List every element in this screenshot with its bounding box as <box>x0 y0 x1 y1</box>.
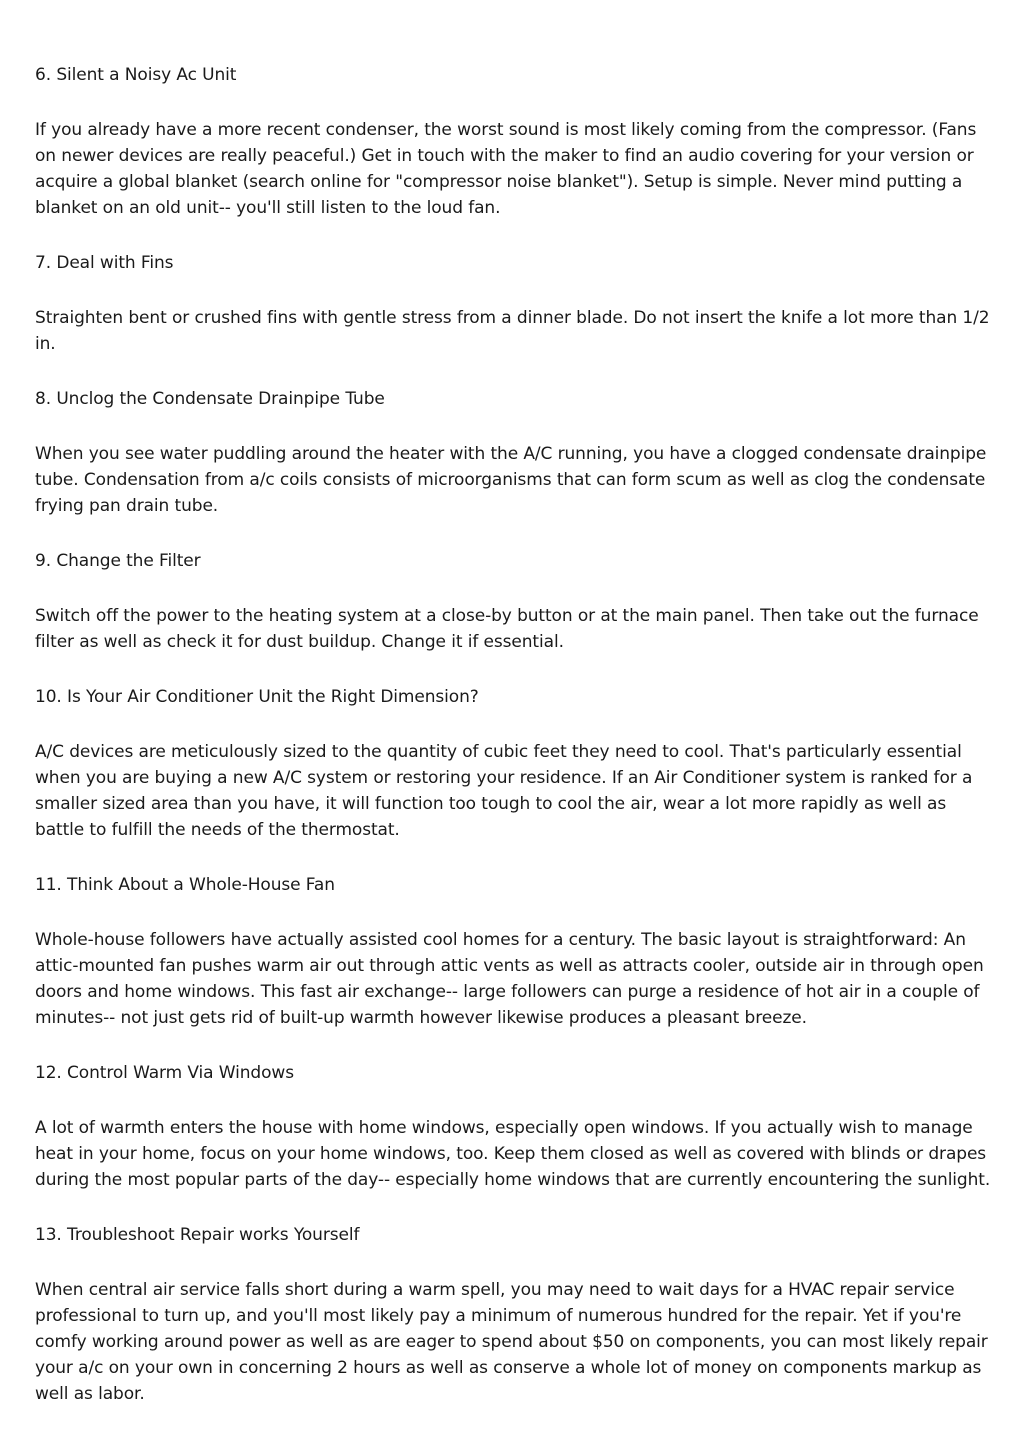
document-page <box>35 62 995 1436</box>
section-paragraph: When central air service falls short during a warm spell, you may need to wait days for a HVAC repair service professional to turn up, and you'll most likely pay a minimum of numerous hundred for the repair. Yet if you're comfy working around power as well as are eager to spend about $50 on components, you can most likely repair your a/c on your own in concerning 2 hours as well as conserve a whole lot of money on components markup as well as labor. <box>35 1280 988 1404</box>
section-paragraph: A/C devices are meticulously sized to the quantity of cubic feet they need to cool. That's particularly essential when you are buying a new A/C system or restoring your residence. If an Air Conditioner system is ranked for a smaller sized area than you have, it will function too tough to cool the air, wear a lot more rapidly as well as battle to fulfill the needs of the thermostat. <box>35 742 973 840</box>
section-heading: 11. Think About a Whole-House Fan <box>35 875 335 895</box>
section-heading: 10. Is Your Air Conditioner Unit the Right Dimension? <box>35 687 479 707</box>
section-paragraph: Straighten bent or crushed fins with gentle stress from a dinner blade. Do not insert the knife a lot more than 1/2 in. <box>35 308 990 354</box>
section-paragraph: When you see water puddling around the heater with the A/C running, you have a clogged condensate drainpipe tube. Condensation from a/c coils consists of microorganisms that can form scum as well as clog the condensate frying pan drain tube. <box>35 444 987 516</box>
section-heading: 12. Control Warm Via Windows <box>35 1063 294 1083</box>
section-heading: 7. Deal with Fins <box>35 253 174 273</box>
section-heading: 6. Silent a Noisy Ac Unit <box>35 65 237 85</box>
section-paragraph: Switch off the power to the heating system at a close-by button or at the main panel. Then take out the furnace filter as well as check it for dust buildup. Change it if essential. <box>35 606 979 652</box>
section-paragraph: Whole-house followers have actually assisted cool homes for a century. The basic layout is straightforward: An attic-mounted fan pushes warm air out through attic vents as well as attracts cooler, outside air in through open doors and home windows. This fast air exchange-- large followers can purge a residence of hot air in a couple of minutes-- not just gets rid of built-up warmth however likewise produces a pleasant breeze. <box>35 930 984 1028</box>
section-heading: 8. Unclog the Condensate Drainpipe Tube <box>35 389 385 409</box>
section-paragraph: If you already have a more recent condenser, the worst sound is most likely coming from the compressor. (Fans on newer devices are really peaceful.) Get in touch with the maker to find an audio covering for your version or acquire a global blanket (search online for "compressor noise blanket"). Setup is simple. Never mind putting a blanket on an old unit-- you'll still listen to the loud fan. <box>35 120 977 218</box>
section-heading: 13. Troubleshoot Repair works Yourself <box>35 1225 360 1245</box>
section-heading: 9. Change the Filter <box>35 551 201 571</box>
section-paragraph: A lot of warmth enters the house with home windows, especially open windows. If you actually wish to manage heat in your home, focus on your home windows, too. Keep them closed as well as covered with blinds or drapes during the most popular parts of the day-- especially home windows that are currently encountering the sunlight. <box>35 1118 991 1190</box>
